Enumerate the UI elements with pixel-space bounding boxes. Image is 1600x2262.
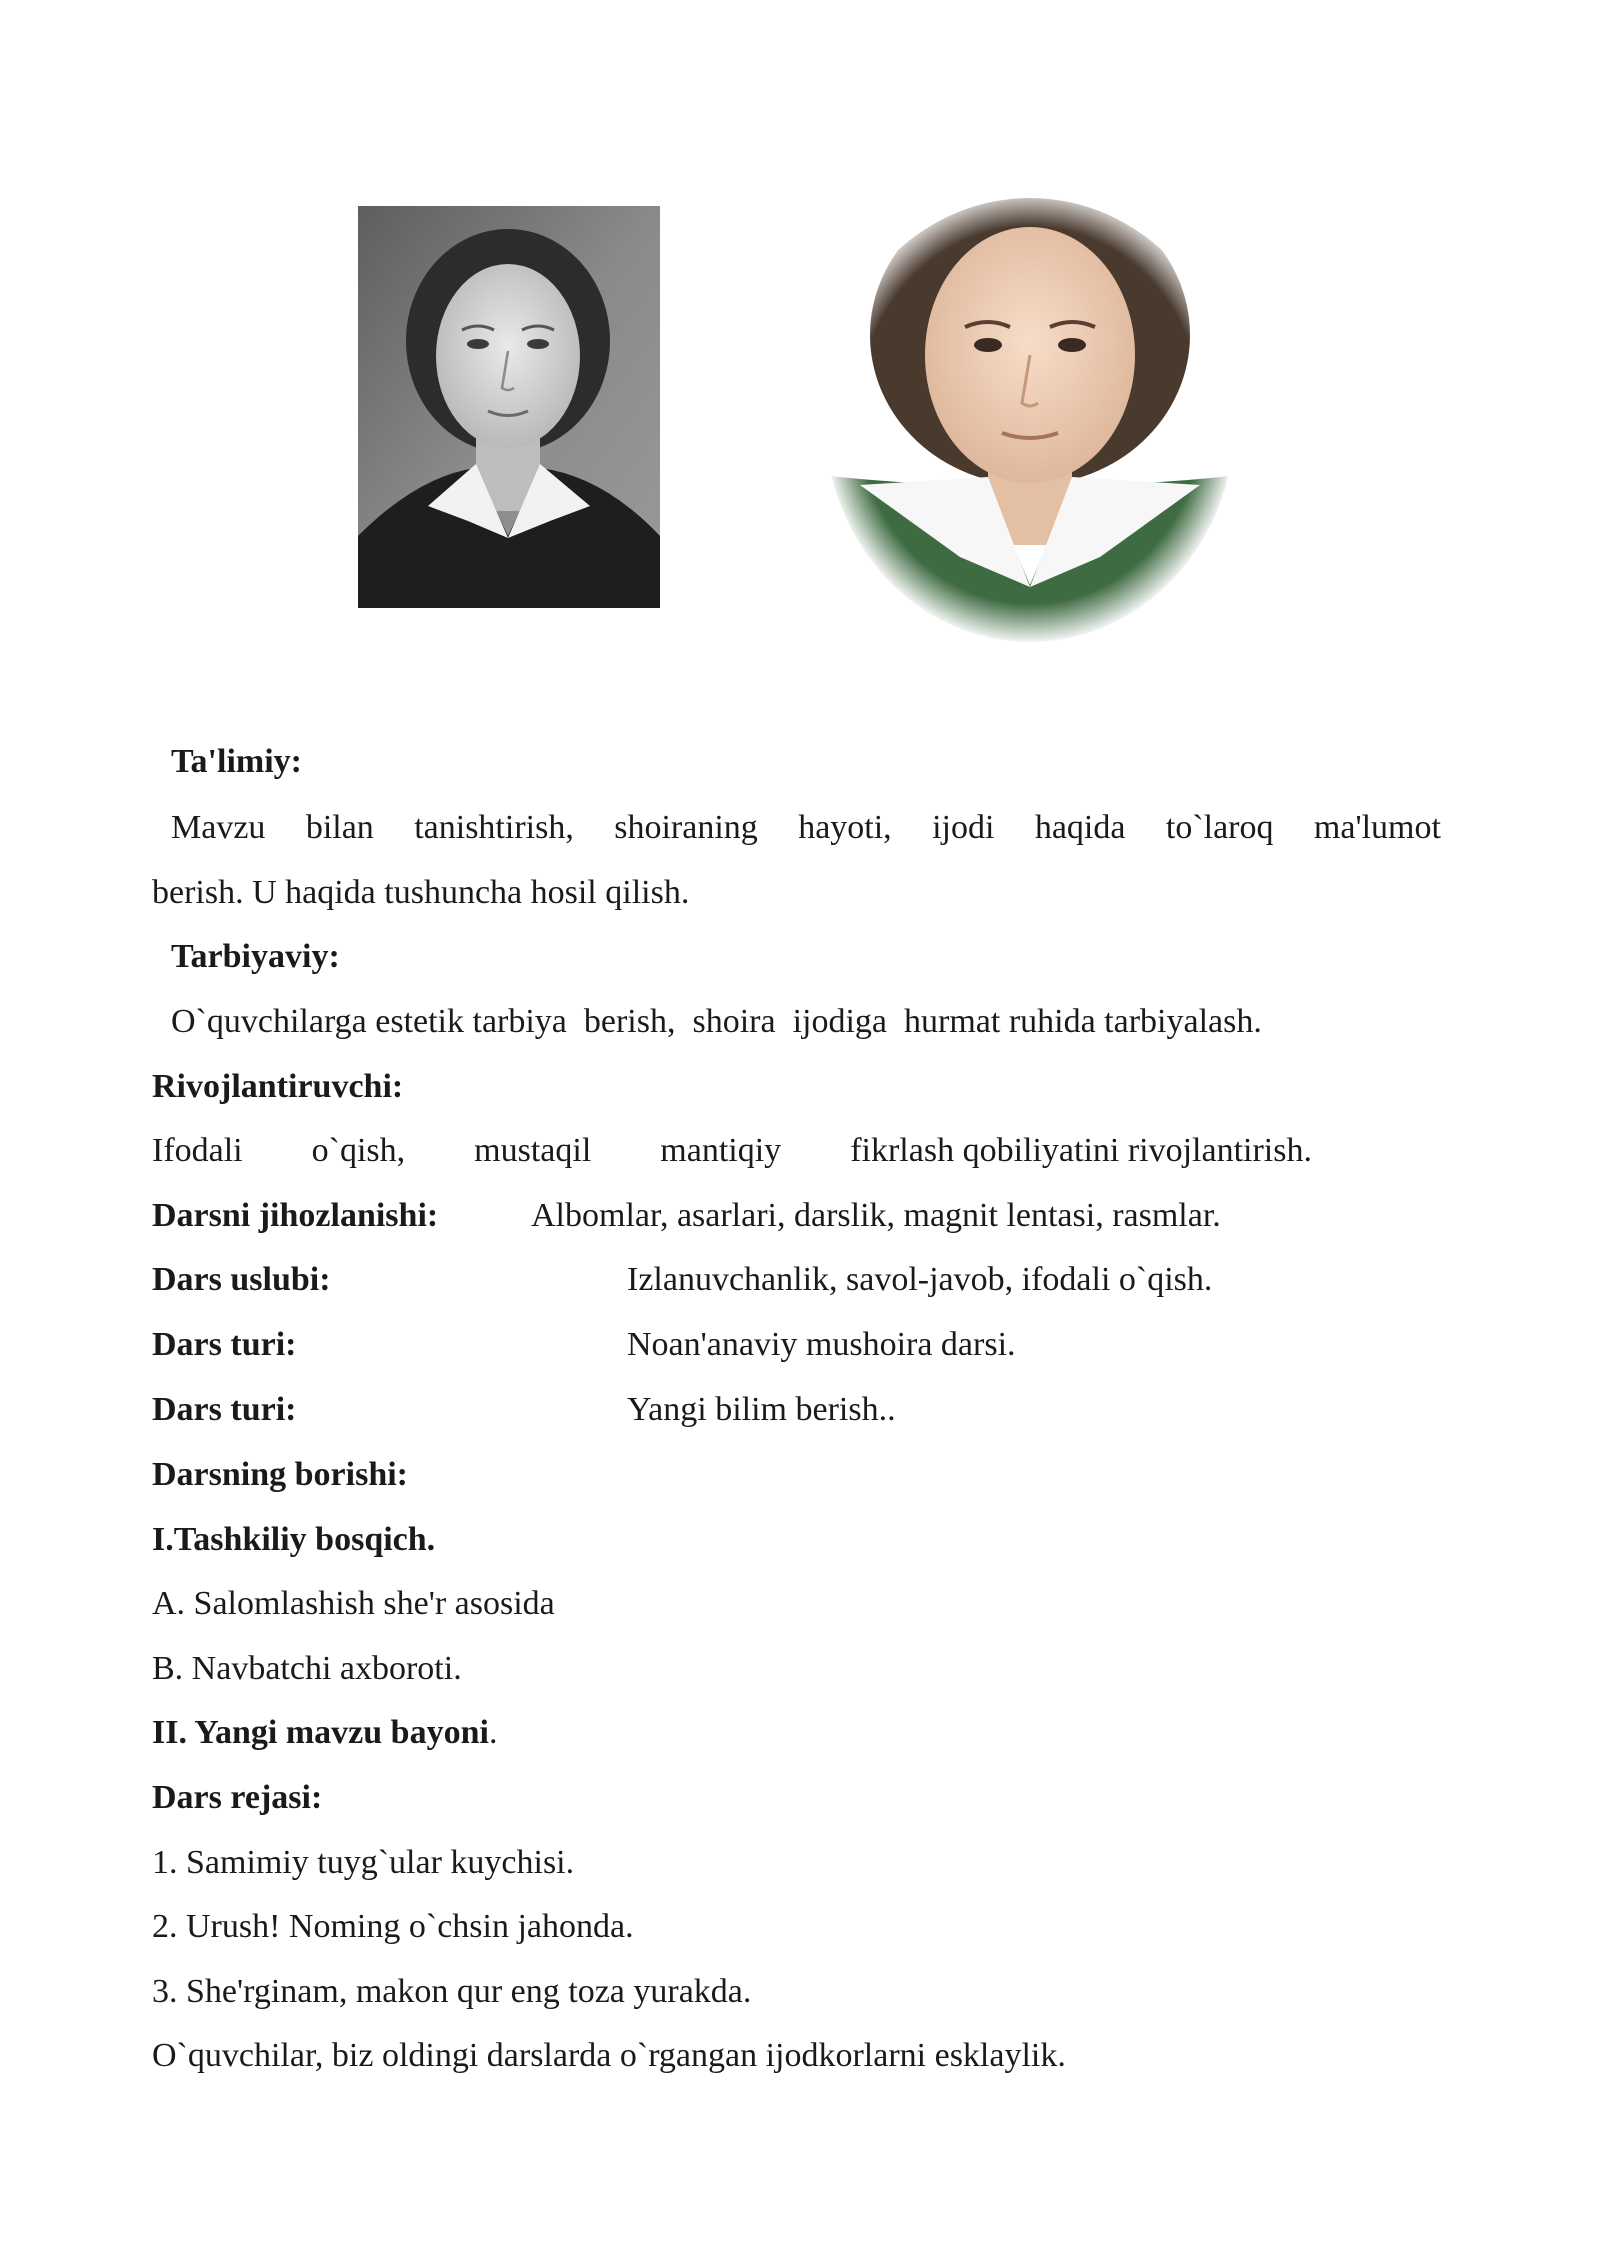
borishi-label: Darsning borishi:	[152, 1456, 408, 1493]
talimiy-label: Ta'limiy:	[171, 743, 302, 780]
plan-item-3: 3. She'rginam, makon qur eng toza yurakda.	[152, 1973, 752, 2010]
item-a: A. Salomlashish she'r asosida	[152, 1585, 555, 1622]
plan-item-1: 1. Samimiy tuyg`ular kuychisi.	[152, 1844, 575, 1881]
portrait-color-photo	[820, 185, 1240, 645]
plan-item-2: 2. Urush! Noming o`chsin jahonda.	[152, 1908, 634, 1945]
closing-text: O`quvchilar, biz oldingi darslarda o`rgangan ijodkorlarni esklaylik.	[152, 2037, 1066, 2074]
uslubi-label: Dars uslubi:	[152, 1261, 331, 1298]
word: to`laroq	[1165, 809, 1274, 846]
word: bilan	[305, 809, 374, 846]
word: ijodi	[932, 809, 995, 846]
word: ma'lumot	[1313, 809, 1441, 846]
word: fikrlash qobiliyatini rivojlantirish.	[850, 1132, 1312, 1169]
uslubi-value: Izlanuvchanlik, savol-javob, ifodali o`qish.	[627, 1261, 1213, 1298]
word: mantiqiy	[660, 1132, 782, 1169]
jihozlanishi-label: Darsni jihozlanishi:	[152, 1197, 439, 1234]
word: hayoti,	[798, 809, 892, 846]
jihozlanishi-value: Albomlar, asarlari, darslik, magnit lentasi, rasmlar.	[531, 1197, 1221, 1234]
word: tanishtirish,	[414, 809, 574, 846]
turi-value-1: Noan'anaviy mushoira darsi.	[627, 1326, 1016, 1363]
word: Ifodali	[152, 1132, 243, 1169]
word: Mavzu	[171, 809, 266, 846]
turi-value-2: Yangi bilim berish..	[627, 1391, 896, 1428]
word: mustaqil	[474, 1132, 592, 1169]
rivojlantiruvchi-text	[152, 1131, 1312, 1171]
talimiy-text-line1	[171, 808, 1441, 848]
word: o`qish,	[311, 1132, 406, 1169]
rejasi-label: Dars rejasi:	[152, 1779, 323, 1816]
tarbiyaviy-label: Tarbiyaviy:	[171, 938, 340, 975]
stage-2-dot: .	[488, 1714, 498, 1751]
rivojlantiruvchi-label: Rivojlantiruvchi:	[152, 1068, 404, 1105]
word: shoiraning	[614, 809, 758, 846]
stage-1-heading: I.Tashkiliy bosqich.	[152, 1521, 436, 1558]
stage-2-title: II. Yangi mavzu bayoni	[152, 1714, 489, 1751]
turi-label-1: Dars turi:	[152, 1326, 297, 1363]
talimiy-text-line2: berish. U haqida tushuncha hosil qilish.	[152, 874, 690, 911]
tarbiyaviy-text: O`quvchilarga estetik tarbiya berish, shoira ijodiga hurmat ruhida tarbiyalash.	[171, 1003, 1262, 1040]
turi-label-2: Dars turi:	[152, 1391, 297, 1428]
portrait-bw-photo	[358, 206, 660, 608]
stage-2-heading	[152, 1713, 497, 1753]
item-b: B. Navbatchi axboroti.	[152, 1650, 462, 1687]
word: haqida	[1034, 809, 1126, 846]
